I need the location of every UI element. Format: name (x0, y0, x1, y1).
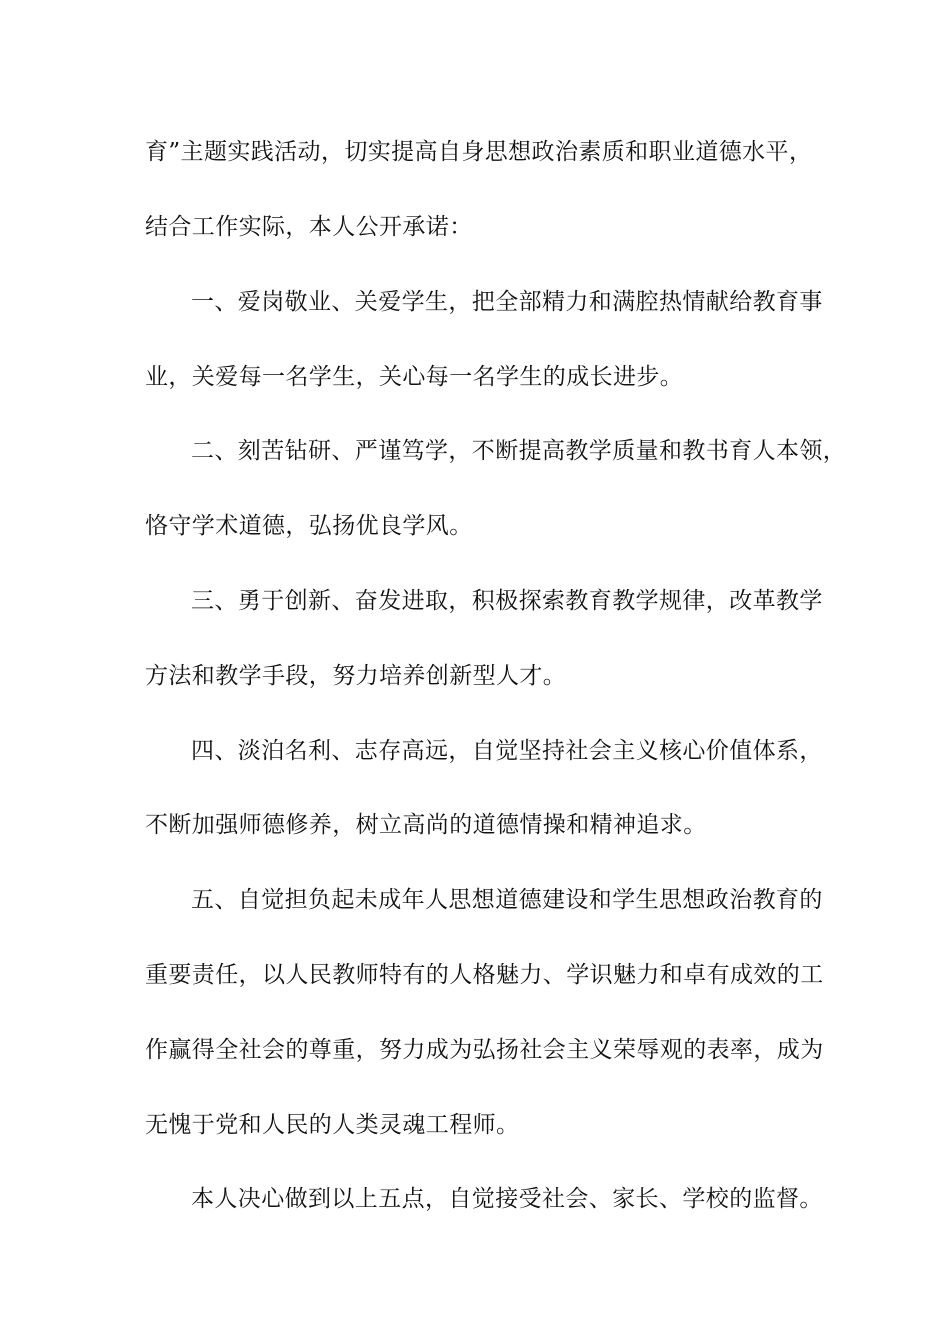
promise-item-1-line-1: 一、爱岗敬业、关爱学生，把全部精力和满腔热情献给教育事 (191, 289, 823, 315)
promise-item-3-line-2: 方法和教学手段，努力培养创新型人才。 (145, 663, 567, 689)
promise-item-3-line-1: 三、勇于创新、奋发进取，积极探索教育教学规律，改革教学 (191, 588, 823, 614)
promise-item-2-line-1: 二、刻苦钻研、严谨笃学，不断提高教学质量和教书育人本领， (191, 438, 847, 464)
promise-item-1-line-2: 业，关爱每一名学生，关心每一名学生的成长进步。 (145, 364, 684, 390)
promise-item-5-line-3: 作赢得全社会的尊重，努力成为弘扬社会主义荣辱观的表率，成为 (145, 1037, 824, 1063)
promise-item-5-line-1: 五、自觉担负起未成年人思想道德建设和学生思想政治教育的 (191, 887, 823, 913)
promise-item-4-line-2: 不断加强师德修养，树立高尚的道德情操和精神追求。 (145, 812, 707, 838)
paragraph-line: 结合工作实际，本人公开承诺： (145, 214, 473, 240)
paragraph-line: 育”主题实践活动，切实提高自身思想政治素质和职业道德水平， (145, 139, 813, 165)
promise-item-4-line-1: 四、淡泊名利、志存高远，自觉坚持社会主义核心价值体系， (191, 738, 823, 764)
promise-item-2-line-2: 恪守学术道德，弘扬优良学风。 (145, 513, 473, 539)
promise-item-5-line-4: 无愧于党和人民的人类灵魂工程师。 (145, 1112, 520, 1138)
closing-line: 本人决心做到以上五点，自觉接受社会、家长、学校的监督。 (191, 1186, 823, 1212)
promise-item-5-line-2: 重要责任，以人民教师特有的人格魅力、学识魅力和卓有成效的工 (145, 962, 824, 988)
